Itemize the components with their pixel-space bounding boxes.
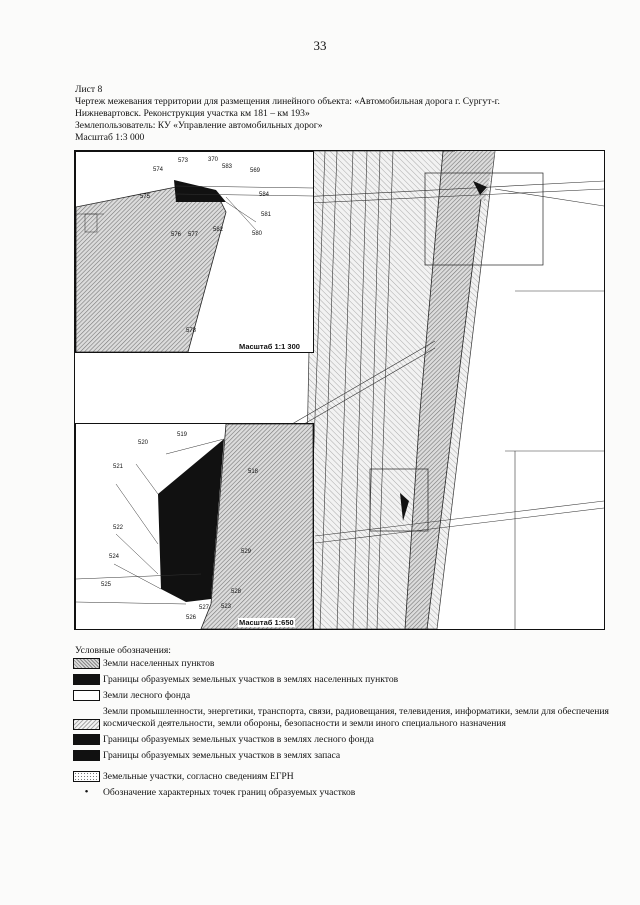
legend-item [73, 674, 613, 686]
boundary-point-label: 518 [248, 469, 259, 475]
legend-item [73, 734, 613, 746]
boundary-point-label: 569 [250, 168, 261, 174]
dark-fill-swatch [73, 734, 100, 745]
legend-item [73, 690, 613, 702]
boundary-point-label: 584 [259, 192, 270, 198]
boundary-point-label: 582 [213, 227, 224, 233]
inset-bottom-drawing [76, 424, 313, 629]
boundary-point-label: 526 [186, 615, 197, 621]
legend-title: Условные обозначения: [75, 645, 171, 656]
legend-item [73, 658, 613, 670]
boundary-point-label: 519 [177, 432, 188, 438]
inset-top [75, 151, 314, 353]
boundary-point-label: 370 [208, 157, 219, 163]
legend-item [73, 706, 613, 730]
white-fill-swatch [73, 690, 100, 701]
map-scale: Масштаб 1:3 000 [75, 132, 145, 144]
boundary-point-label: 574 [153, 167, 164, 173]
boundary-point-label: 573 [178, 158, 189, 164]
boundary-point-label: 583 [222, 164, 233, 170]
dark-fill-swatch [73, 674, 100, 685]
inset-bottom [75, 423, 314, 630]
dotted-swatch [73, 771, 100, 782]
boundary-point-label: 580 [252, 231, 263, 237]
legend-item-label: Земли промышленности, энергетики, транспорта, связи, радиовещания, телевидения, информатики, земли для обеспечения космической деятельности, земли обороны, безопасности и земли иного специального назначения [103, 706, 609, 729]
page-number: 33 [313, 38, 327, 53]
boundary-point-label: 527 [199, 605, 210, 611]
legend-item-label: Обозначение характерных точек границ образуемых участков [103, 787, 356, 798]
legend [73, 658, 613, 803]
legend-item-label: Земли лесного фонда [103, 690, 191, 701]
legend-item-label: Границы образуемых земельных участков в землях населенных пунктов [103, 674, 399, 685]
boundary-point-label: 578 [186, 328, 197, 334]
land-user: Землепользователь: КУ «Управление автомобильных дорог» [75, 120, 323, 132]
boundary-point-label: 521 [113, 464, 124, 470]
boundary-point-label: 528 [231, 589, 242, 595]
settlement-hatch-swatch [73, 658, 100, 669]
drawing-title-line2: Нижневартовск. Реконструкция участка км 181 – км 193» [75, 108, 310, 120]
legend-item-label: Границы образуемых земельных участков в землях запаса [103, 750, 341, 761]
boundary-point-label: 523 [221, 604, 232, 610]
boundary-point-label: 522 [113, 525, 124, 531]
boundary-point-label: 525 [101, 582, 112, 588]
inset-bottom-scale: Масштаб 1:650 [239, 618, 294, 627]
boundary-point-label: 575 [140, 194, 151, 200]
legend-item [73, 787, 613, 799]
legend-item-label: Земли населенных пунктов [103, 658, 215, 669]
boundary-point-label: 577 [188, 232, 199, 238]
legend-item [73, 750, 613, 762]
drawing-title-line1: Чертеж межевания территории для размещения линейного объекта: «Автомобильная дорога г. Сургут-г. [75, 96, 500, 108]
boundary-point-label: 520 [138, 440, 149, 446]
boundary-point-label: 524 [109, 554, 120, 560]
diagonal-hatch-swatch [73, 719, 100, 730]
legend-item-label: Земельные участки, согласно сведениям ЕГРН [103, 771, 294, 782]
legend-item-label: Границы образуемых земельных участков в землях лесного фонда [103, 734, 374, 745]
inset-top-scale: Масштаб 1:1 300 [239, 342, 300, 351]
boundary-point-label: 529 [241, 549, 252, 555]
boundary-point-label: 581 [261, 212, 272, 218]
boundary-point-label: 576 [171, 232, 182, 238]
survey-map [74, 150, 605, 630]
sheet-label: Лист 8 [75, 84, 103, 95]
inset-top-drawing [76, 152, 313, 352]
document-header [75, 84, 610, 144]
bullet-point-icon: • [84, 786, 89, 798]
dark-fill-swatch [73, 750, 100, 761]
legend-item [73, 771, 613, 783]
